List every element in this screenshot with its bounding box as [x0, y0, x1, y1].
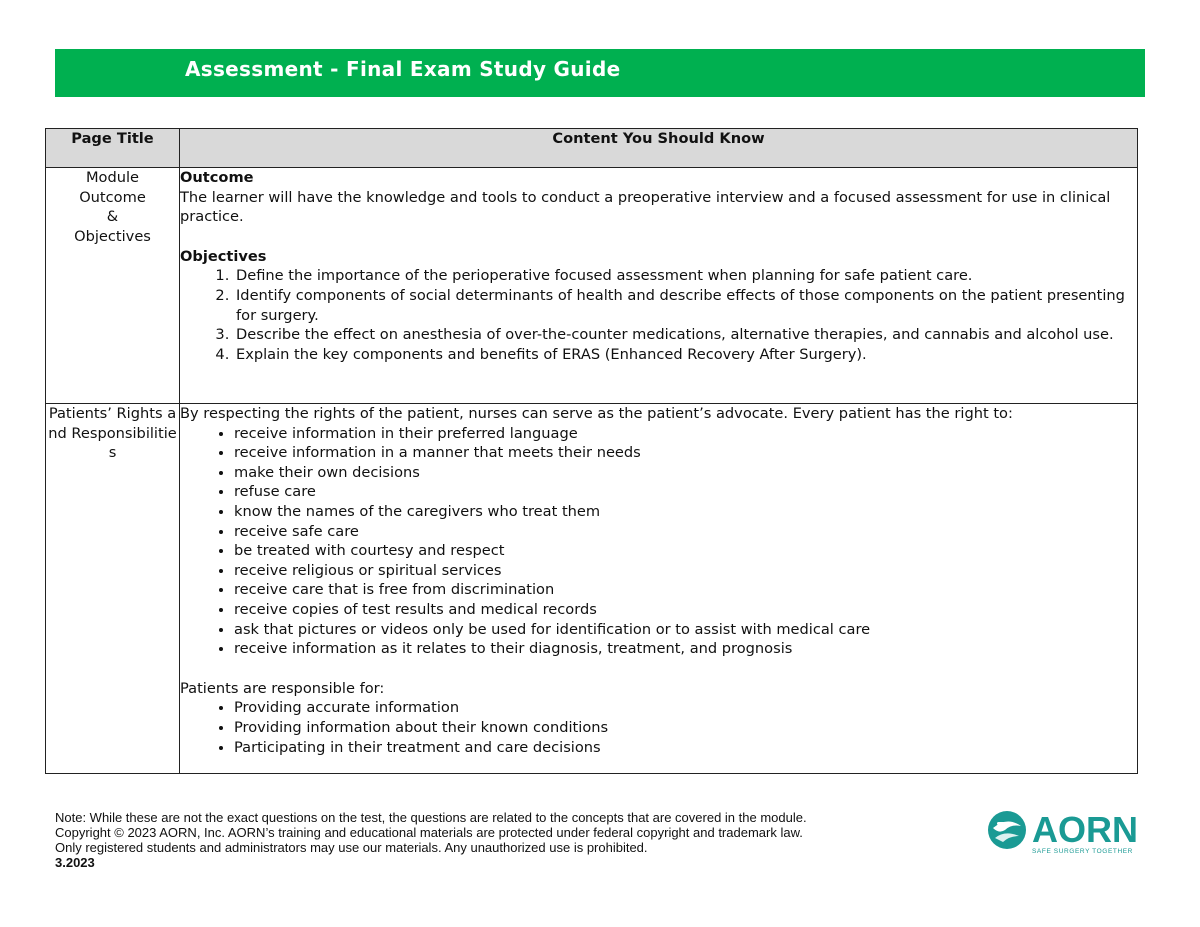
page-title: Assessment - Final Exam Study Guide — [185, 57, 621, 81]
aorn-logo — [985, 808, 1150, 856]
list-item: • ask that pictures or videos only be used for identification or to assist with medical care — [234, 620, 1137, 640]
outcome-heading: Outcome — [180, 169, 254, 186]
objectives-list — [180, 266, 1137, 364]
row-title-line: Objectives — [74, 227, 151, 245]
rights-intro: By respecting the rights of the patient, nurses can serve as the patient’s advocate. Every patient has the right to: — [180, 405, 1013, 422]
list-item: • be treated with courtesy and respect — [234, 541, 1137, 561]
footer-usage: Only registered students and administrators may use our materials. Any unauthorized use is prohibited. — [55, 840, 648, 855]
list-item: • receive information as it relates to their diagnosis, treatment, and prognosis — [234, 639, 1137, 659]
list-item: 3. Describe the effect on anesthesia of over-the-counter medications, alternative therapies, and cannabis and alcohol use. — [234, 325, 1137, 345]
aorn-logo-icon — [985, 808, 1150, 856]
row-title-line: Module — [85, 169, 140, 186]
list-item: • receive copies of test results and medical records — [234, 600, 1137, 620]
row-title-line: Outcome — [79, 188, 146, 206]
footer-note: Note: While these are not the exact questions on the test, the questions are related to the concepts that are covered in the module. — [55, 810, 807, 825]
list-item: 2. Identify components of social determinants of health and describe effects of those components on the patient presenting for surgery. — [234, 286, 1137, 325]
footer-version: 3.2023 — [55, 855, 95, 870]
column-header-content: Content You Should Know — [180, 129, 1138, 168]
list-item: • make their own decisions — [234, 463, 1137, 483]
list-item: • receive information in a manner that meets their needs — [234, 443, 1137, 463]
rights-list — [180, 424, 1137, 659]
list-item: • know the names of the caregivers who treat them — [234, 502, 1137, 522]
list-item: • receive care that is free from discrimination — [234, 580, 1137, 600]
row-title-patient-rights: Patients’ Rights and Responsibilities — [46, 404, 180, 774]
responsibilities-list — [180, 698, 1137, 773]
logo-wordmark: AORN — [1032, 809, 1138, 850]
list-item: • receive safe care — [234, 522, 1137, 542]
row-title-line: & — [106, 208, 119, 226]
list-item: • refuse care — [234, 482, 1137, 502]
footer-copyright: Copyright © 2023 AORN, Inc. AORN’s training and educational materials are protected under federal copyright and trademark law. — [55, 825, 803, 840]
row-content-patient-rights — [180, 404, 1138, 774]
list-item: 4. Explain the key components and benefits of ERAS (Enhanced Recovery After Surgery). — [234, 345, 1137, 365]
list-item: 1. Define the importance of the perioperative focused assessment when planning for safe patient care. — [234, 266, 1137, 286]
responsibilities-intro: Patients are responsible for: — [180, 679, 385, 697]
list-item: • receive religious or spiritual services — [234, 561, 1137, 581]
list-item: • Providing accurate information — [234, 698, 1137, 718]
header-banner — [55, 49, 1145, 97]
table-row — [46, 168, 1138, 404]
outcome-text: The learner will have the knowledge and tools to conduct a preoperative interview and a focused assessment for use in clinical practice. — [180, 188, 1111, 226]
table-row — [46, 404, 1138, 774]
logo-tagline: SAFE SURGERY TOGETHER — [1032, 848, 1133, 855]
row-content-module-outcome — [180, 168, 1138, 404]
table-header-row — [46, 129, 1138, 168]
row-title-module-outcome — [46, 168, 180, 404]
study-guide-table — [45, 128, 1138, 774]
footer — [55, 810, 975, 870]
column-header-page-title: Page Title — [46, 129, 180, 168]
list-item: • receive information in their preferred language — [234, 424, 1137, 444]
list-item: • Participating in their treatment and care decisions — [234, 738, 1137, 758]
list-item: • Providing information about their known conditions — [234, 718, 1137, 738]
objectives-heading: Objectives — [180, 247, 267, 265]
